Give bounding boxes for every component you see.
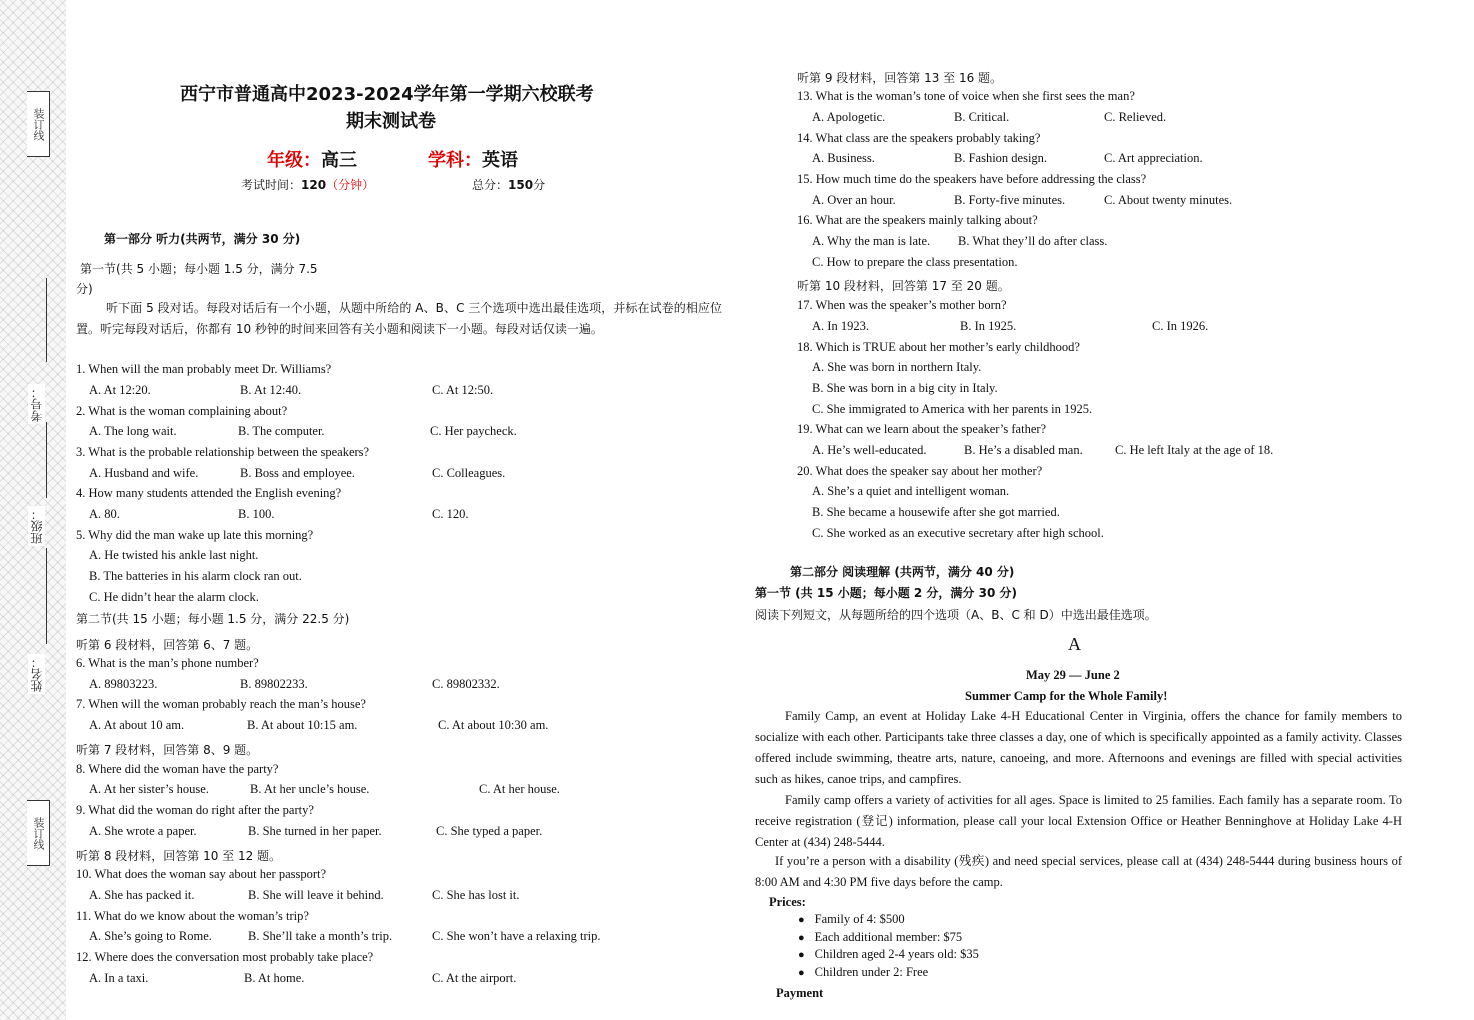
q1-stem: 1. When will the man probably meet Dr. Williams? (76, 362, 332, 376)
material9-note: 听第 9 段材料，回答第 13 至 16 题。 (797, 71, 1003, 85)
q13-stem: 13. What is the woman’s tone of voice when she first sees the man? (797, 89, 1135, 103)
q9-option-a: A. She wrote a paper. (89, 824, 197, 838)
section1-heading-cont: 分) (76, 282, 93, 296)
q8-option-a: A. At her sister’s house. (89, 782, 209, 796)
price-item: ● Children under 2: Free (798, 965, 928, 980)
part1-heading: 第一部分 听力(共两节，满分 30 分) (104, 232, 301, 246)
q20-option-a: A. She’s a quiet and intelligent woman. (812, 484, 1010, 498)
q19-stem: 19. What can we learn about the speaker’s father? (797, 422, 1047, 436)
subject-line (428, 146, 518, 172)
material8-note: 听第 8 段材料，回答第 10 至 12 题。 (76, 849, 282, 863)
q2-option-b: B. The computer. (238, 424, 325, 438)
class-label: 班级： (30, 508, 44, 544)
q7-option-b: B. At about 10:15 am. (247, 718, 358, 732)
section2-heading: 第二节(共 15 小题；每小题 1.5 分，满分 22.5 分) (76, 612, 350, 626)
name-label: 姓名： (30, 656, 44, 692)
price-item: ● Family of 4: $500 (798, 912, 905, 927)
exam-title: 西宁市普通高中2023-2024学年第一学期六校联考 (180, 84, 594, 105)
prices-heading: Prices: (769, 895, 806, 909)
q5-option-a: A. He twisted his ankle last night. (89, 548, 259, 562)
part2-heading: 第二部分 阅读理解 (共两节，满分 40 分) (790, 565, 1015, 579)
grade-line (267, 146, 357, 172)
q12-option-c: C. At the airport. (432, 971, 517, 985)
q20-option-c: C. She worked as an executive secretary after high school. (812, 526, 1104, 540)
score-label: 总分： (472, 178, 509, 192)
price-item: ● Children aged 2-4 years old: $35 (798, 947, 979, 962)
q14-option-c: C. Art appreciation. (1104, 151, 1203, 165)
part2-instruction: 阅读下列短文，从每题所给的四个选项（A、B、C 和 D）中选出最佳选项。 (755, 608, 1157, 622)
exam-subtitle: 期末测试卷 (346, 111, 436, 132)
q2-option-c: C. Her paycheck. (430, 424, 517, 438)
q13-option-b: B. Critical. (954, 110, 1010, 124)
q19-option-b: B. He’s a disabled man. (964, 443, 1083, 457)
q1-option-a: A. At 12:20. (89, 383, 151, 397)
q17-option-b: B. In 1925. (960, 319, 1017, 333)
subject-value: 英语 (482, 150, 518, 171)
q14-option-b: B. Fashion design. (954, 151, 1048, 165)
score-value: 150 (508, 178, 534, 192)
camp-date: May 29 — June 2 (1026, 668, 1120, 682)
q7-option-a: A. At about 10 am. (89, 718, 185, 732)
q15-option-c: C. About twenty minutes. (1104, 193, 1233, 207)
q10-option-b: B. She will leave it behind. (248, 888, 384, 902)
q7-option-c: C. At about 10:30 am. (438, 718, 549, 732)
q10-stem: 10. What does the woman say about her passport? (76, 867, 327, 881)
seal-line-top: 装订线 (27, 91, 50, 157)
total-score (472, 176, 545, 193)
material6-note: 听第 6 段材料，回答第 6、7 题。 (76, 638, 259, 652)
q11-option-c: C. She won’t have a relaxing trip. (432, 929, 601, 943)
q1-option-c: C. At 12:50. (432, 383, 494, 397)
q3-stem: 3. What is the probable relationship between the speakers? (76, 445, 370, 459)
exam-time (241, 176, 374, 193)
grade-label: 年级： (267, 150, 321, 171)
q8-option-c: C. At her house. (479, 782, 560, 796)
q2-stem: 2. What is the woman complaining about? (76, 404, 288, 418)
q1-option-b: B. At 12:40. (240, 383, 302, 397)
q9-option-c: C. She typed a paper. (436, 824, 543, 838)
q5-stem: 5. Why did the man wake up late this morning? (76, 528, 314, 542)
q9-stem: 9. What did the woman do right after the party? (76, 803, 314, 817)
q15-option-a: A. Over an hour. (812, 193, 896, 207)
q6-option-a: A. 89803223. (89, 677, 158, 691)
q12-stem: 12. Where does the conversation most probably take place? (76, 950, 374, 964)
section1-heading: 第一节(共 5 小题；每小题 1.5 分，满分 7.5 (80, 262, 318, 276)
q11-option-a: A. She’s going to Rome. (89, 929, 212, 943)
q19-option-c: C. He left Italy at the age of 18. (1115, 443, 1274, 457)
q4-option-c: C. 120. (432, 507, 469, 521)
seal-line-bottom: 装订线 (27, 800, 50, 866)
price-item: ● Each additional member: $75 (798, 930, 962, 945)
q10-option-c: C. She has lost it. (432, 888, 520, 902)
part2-section1-heading: 第一节 (共 15 小题；每小题 2 分，满分 30 分) (755, 586, 1017, 600)
q2-option-a: A. The long wait. (89, 424, 177, 438)
q7-stem: 7. When will the woman probably reach the man’s house? (76, 697, 366, 711)
exam-no-line (46, 278, 47, 362)
q10-option-a: A. She has packed it. (89, 888, 195, 902)
time-label: 考试时间： (241, 178, 302, 192)
q17-option-a: A. In 1923. (812, 319, 869, 333)
q6-option-c: C. 89802332. (432, 677, 500, 691)
q18-option-b: B. She was born in a big city in Italy. (812, 381, 998, 395)
passage-paragraph-2: Family camp offers a variety of activities for all ages. Space is limited to 25 families. Each family has a separate room. To receive registration (登记) information, please call your local Extension Office or Heather Benninghove at Holiday Lake 4-H Center at (434) 248-5444. (755, 793, 1402, 849)
material10-note: 听第 10 段材料，回答第 17 至 20 题。 (797, 279, 1010, 293)
q14-option-a: A. Business. (812, 151, 875, 165)
payment-heading: Payment (776, 986, 824, 1000)
q15-option-b: B. Forty-five minutes. (954, 193, 1066, 207)
q20-option-b: B. She became a housewife after she got married. (812, 505, 1060, 519)
q6-stem: 6. What is the man’s phone number? (76, 656, 259, 670)
q15-stem: 15. How much time do the speakers have before addressing the class? (797, 172, 1147, 186)
q3-option-a: A. Husband and wife. (89, 466, 199, 480)
material7-note: 听第 7 段材料，回答第 8、9 题。 (76, 743, 259, 757)
q14-stem: 14. What class are the speakers probably taking? (797, 131, 1041, 145)
q3-option-c: C. Colleagues. (432, 466, 506, 480)
q18-option-c: C. She immigrated to America with her parents in 1925. (812, 402, 1093, 416)
q17-option-c: C. In 1926. (1152, 319, 1209, 333)
q16-option-c: C. How to prepare the class presentation. (812, 255, 1018, 269)
q4-option-a: A. 80. (89, 507, 120, 521)
passage-paragraph-3: If you’re a person with a disability (残疾) and need special services, please call at (434) 248-5444 during business hours of 8:00 AM and 4:30 PM five days before the camp. (755, 854, 1402, 889)
q11-option-b: B. She’ll take a month’s trip. (248, 929, 393, 943)
score-unit: 分 (533, 178, 546, 192)
q16-stem: 16. What are the speakers mainly talking about? (797, 213, 1038, 227)
q9-option-b: B. She turned in her paper. (248, 824, 382, 838)
exam-no-label: 考号： (30, 386, 44, 422)
passage-letter: A (1068, 634, 1081, 654)
q8-stem: 8. Where did the woman have the party? (76, 762, 279, 776)
section1-instruction: 听下面 5 段对话。每段对话后有一个小题，从题中所给的 A、B、C 三个选项中选出最佳选项，并标在试卷的相应位置。听完每段对话后，你都有 10 秒钟的时间来回答有关小题和阅读下一小题。每段对话仅读一遍。 (76, 301, 722, 336)
passage-paragraph-1: Family Camp, an event at Holiday Lake 4-H Educational Center in Virginia, offers the chance for family members to socialize with each other. Participants take three classes a day, one of which is specifically appointed as a family activity. Classes offered include swimming, theatre arts, nature, canoeing, and more. Afternoons and evenings are filled with special activities such as hikes, canoe trips, and campfires. (755, 709, 1402, 786)
q6-option-b: B. 89802233. (240, 677, 308, 691)
camp-title: Summer Camp for the Whole Family! (965, 689, 1168, 703)
class-line (46, 422, 47, 498)
q4-option-b: B. 100. (238, 507, 275, 521)
time-value: 120 (301, 178, 327, 192)
q4-stem: 4. How many students attended the English evening? (76, 486, 342, 500)
q5-option-c: C. He didn’t hear the alarm clock. (89, 590, 259, 604)
q3-option-b: B. Boss and employee. (240, 466, 355, 480)
q19-option-a: A. He’s well-educated. (812, 443, 927, 457)
q18-option-a: A. She was born in northern Italy. (812, 360, 982, 374)
q12-option-a: A. In a taxi. (89, 971, 149, 985)
q13-option-a: A. Apologetic. (812, 110, 886, 124)
grade-value: 高三 (321, 150, 357, 171)
q5-option-b: B. The batteries in his alarm clock ran out. (89, 569, 302, 583)
q11-stem: 11. What do we know about the woman’s trip? (76, 909, 309, 923)
q16-option-b: B. What they’ll do after class. (958, 234, 1108, 248)
time-unit: （分钟） (326, 178, 375, 192)
q16-option-a: A. Why the man is late. (812, 234, 931, 248)
subject-label: 学科： (428, 150, 482, 171)
q8-option-b: B. At her uncle’s house. (250, 782, 370, 796)
q18-stem: 18. Which is TRUE about her mother’s early childhood? (797, 340, 1080, 354)
q13-option-c: C. Relieved. (1104, 110, 1167, 124)
q12-option-b: B. At home. (244, 971, 305, 985)
q17-stem: 17. When was the speaker’s mother born? (797, 298, 1007, 312)
name-line (46, 548, 47, 644)
q20-stem: 20. What does the speaker say about her mother? (797, 464, 1043, 478)
